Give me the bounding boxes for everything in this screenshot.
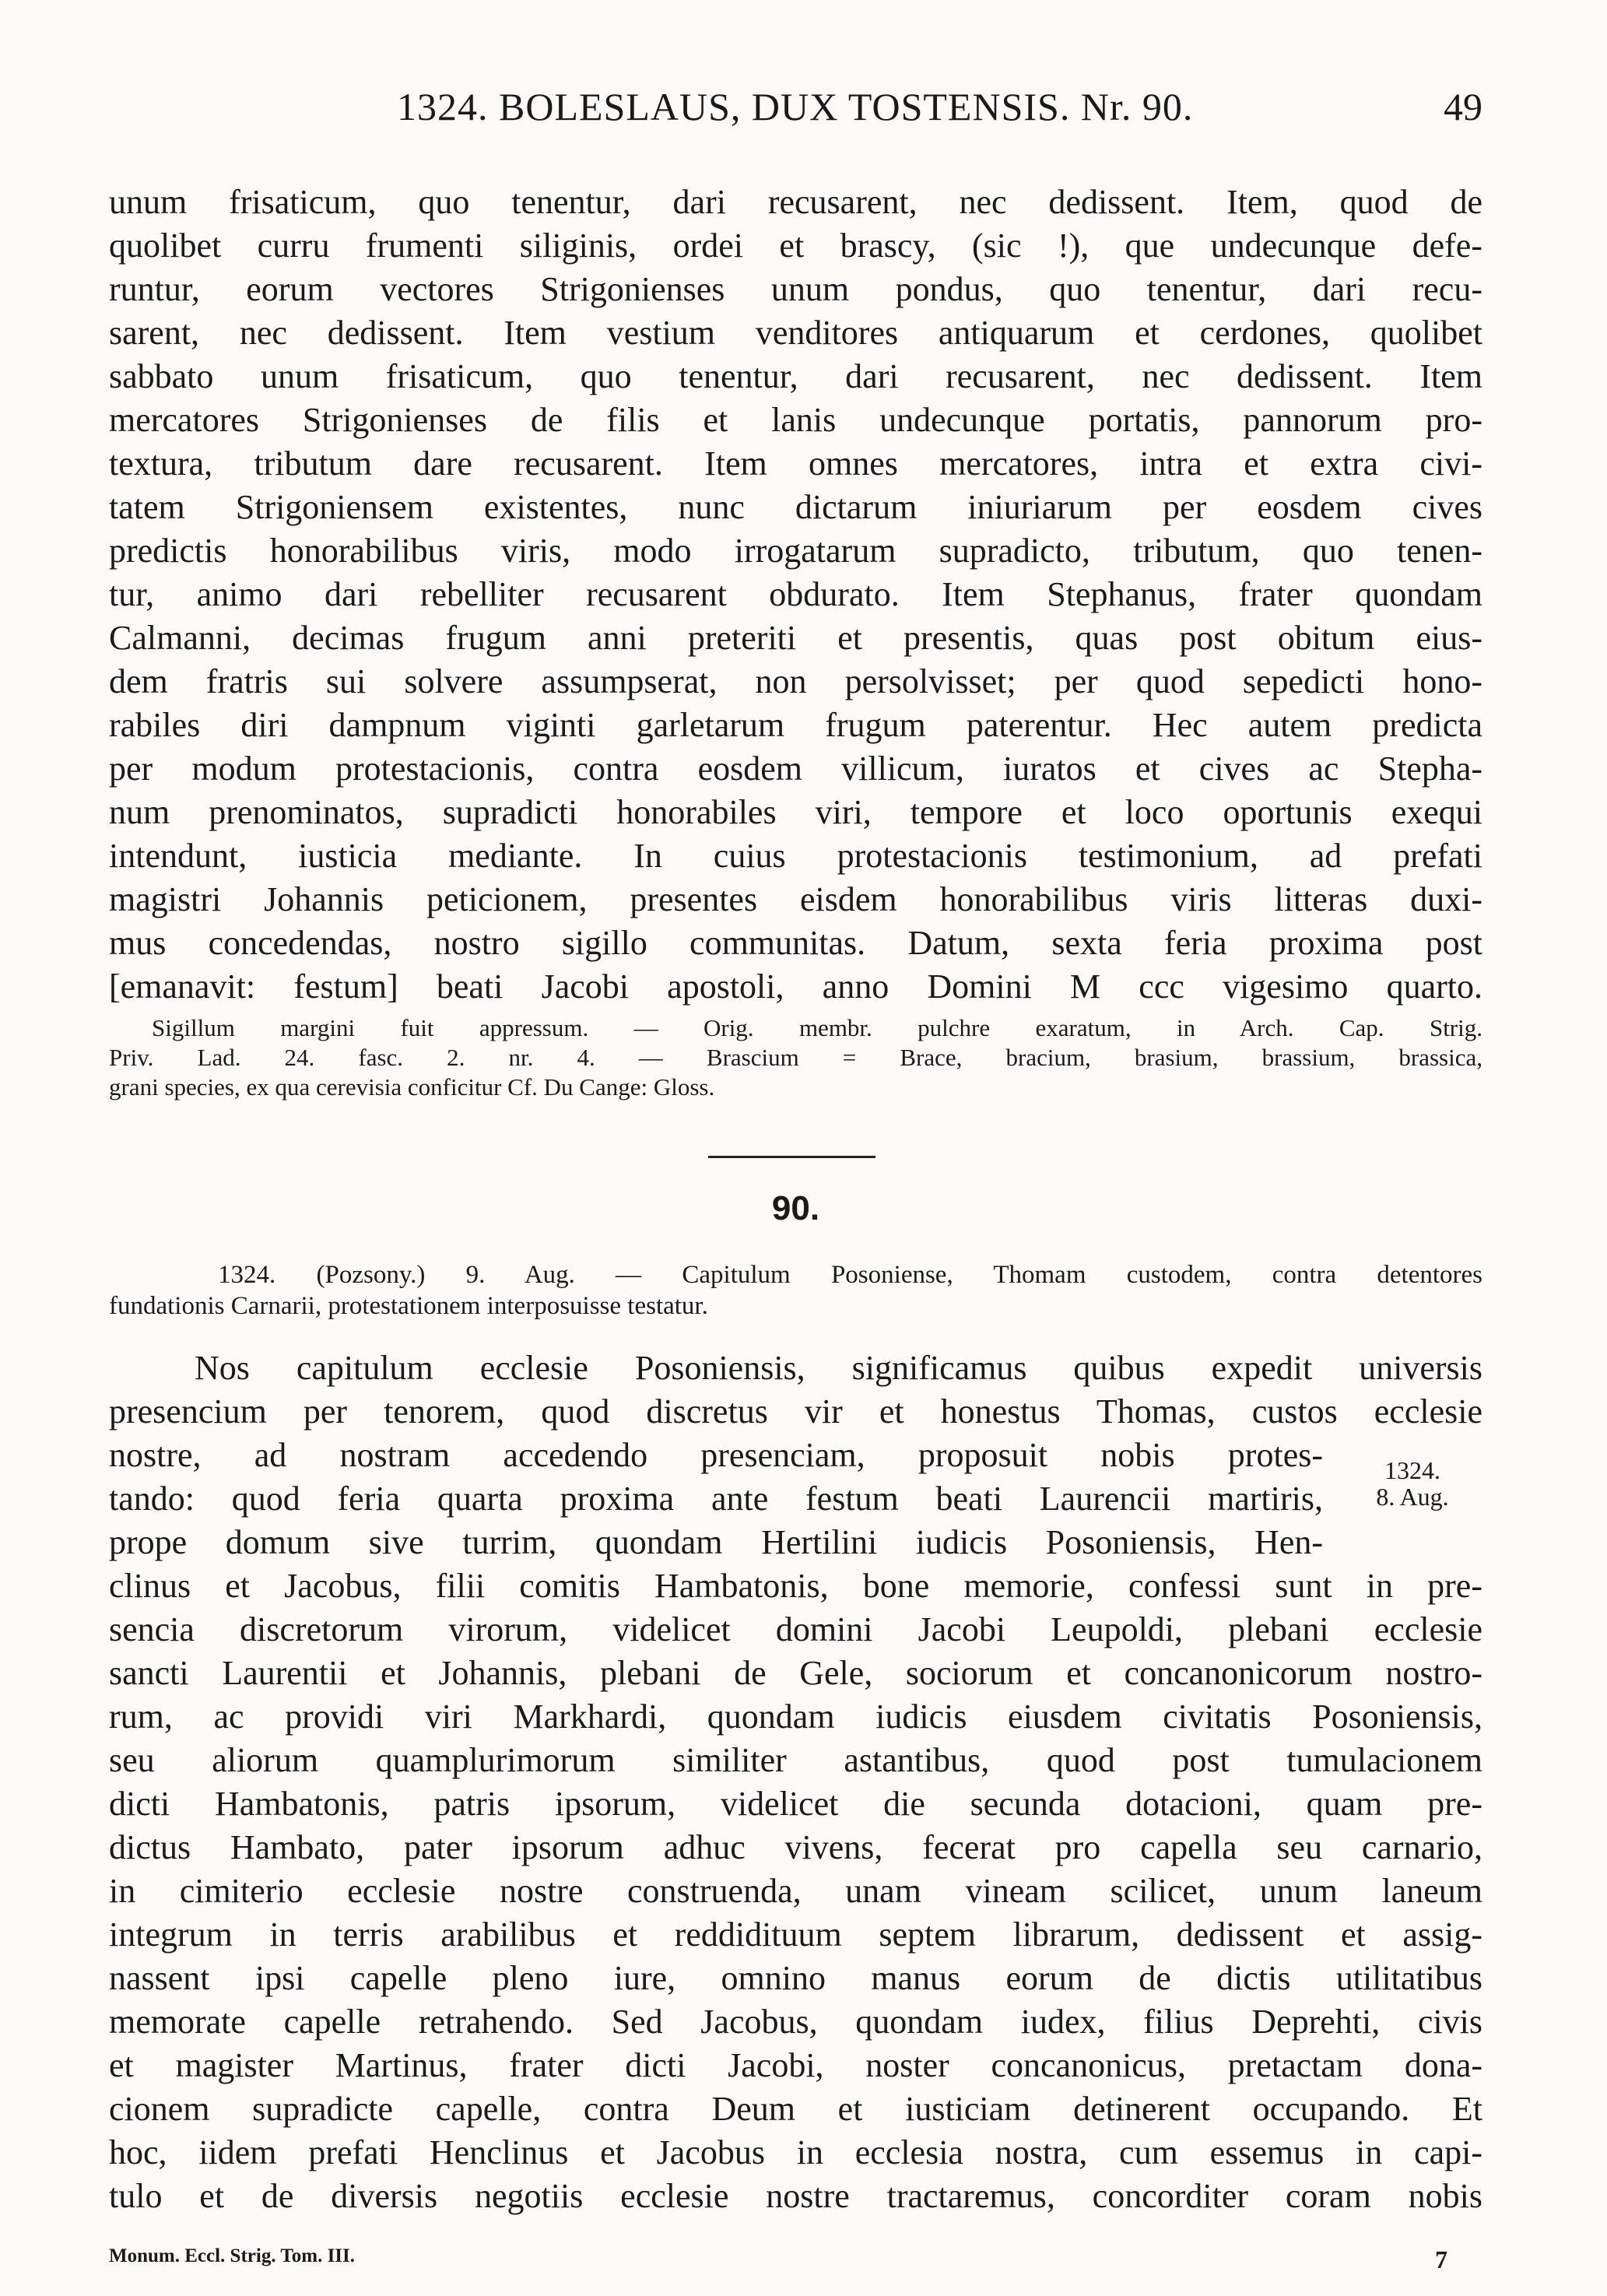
text-line: tando: quod feria quarta proxima ante festum beati Laurencii martiris, [109,1480,1323,1518]
text-line: prope domum sive turrim, quondam Hertilini iudicis Posoniensis, Hen- [109,1523,1323,1561]
editorial-note [109,1013,1482,1102]
text-line: magistri Johannis peticionem, presentes eisdem honorabilibus viris litteras duxi- [109,880,1482,918]
footer-source: Monum. Eccl. Strig. Tom. III. [109,2245,356,2266]
regest [109,1259,1482,1322]
running-head-title: 1324. BOLESLAUS, DUX TOSTENSIS. Nr. 90. [397,85,1194,128]
text-line: seu aliorum quamplurimorum similiter astantibus, quod post tumulacionem [109,1741,1482,1779]
text-line: in cimiterio ecclesie nostre construenda, unam vineam scilicet, unum laneum [109,1872,1482,1910]
text-line: sencia discretorum virorum, videlicet domini Jacobi Leupoldi, plebani ecclesie [109,1610,1482,1648]
text-line: sarent, nec dedissent. Item vestium venditores antiquarum et cerdones, quolibet [109,314,1482,352]
text-line: runtur, eorum vectores Strigonienses unum pondus, quo tenentur, dari recu- [109,270,1482,308]
text-line: cionem supradicte capelle, contra Deum et iusticiam detinerent occupando. Et [109,2090,1482,2128]
text-line: tur, animo dari rebelliter recusarent obdurato. Item Stephanus, frater quondam [109,575,1482,613]
text-line: sabbato unum frisaticum, quo tenentur, dari recusarent, nec dedissent. Item [109,357,1482,395]
text-line: textura, tributum dare recusarent. Item omnes mercatores, intra et extra civi- [109,444,1482,483]
text-line: rum, ac providi viri Markhardi, quondam iudicis eiusdem civitatis Posoniensis, [109,1697,1482,1736]
text-line: intendunt, iusticia mediante. In cuius protestacionis testimonium, ad prefati [109,837,1482,875]
section-divider [708,1156,875,1158]
running-head [109,84,1482,146]
note-line: Priv. Lad. 24. fasc. 2. nr. 4. — Brascium = Brace, bracium, brasium, brassium, brassica, [109,1044,1482,1071]
text-line: sancti Laurentii et Johannis, plebani de Gele, sociorum et concanonicorum nostro- [109,1654,1482,1692]
page-number: 49 [1444,85,1482,128]
margin-date-day: 8. Aug. [1376,1483,1449,1511]
main-text [109,1346,1482,2218]
page-footer [109,2245,1482,2277]
text-line: presencium per tenorem, quod discretus vir et honestus Thomas, custos ecclesie [109,1392,1482,1431]
text-line: tatem Strigoniensem existentes, nunc dictarum iniuriarum per eosdem cives [109,488,1482,526]
text-line: tulo et de diversis negotiis ecclesie nostre tractaremus, concorditer coram nobis [109,2177,1482,2215]
text-line: mus concedendas, nostro sigillo communitas. Datum, sexta feria proxima post [109,924,1482,962]
text-line: quolibet curru frumenti siliginis, ordei et brascy, (sic !), que undecunque defe- [109,226,1482,265]
margin-date [1354,1457,1471,1510]
text-line: Calmanni, decimas frugum anni preteriti et presentis, quas post obitum eius- [109,619,1482,657]
text-line: clinus et Jacobus, filii comitis Hambatonis, bone memorie, confessi sunt in pre- [109,1567,1482,1605]
text-line: memorate capelle retrahendo. Sed Jacobus, quondam iudex, filius Deprehti, civis [109,2003,1482,2041]
text-line: dicti Hambatonis, patris ipsorum, videlicet die secunda dotacioni, quam pre- [109,1785,1482,1823]
continued-text [109,181,1482,1009]
text-line: predictis honorabilibus viris, modo irrogatarum supradicto, tributum, quo tenen- [109,532,1482,570]
text-line: num prenominatos, supradicti honorabiles viri, tempore et loco oportunis exequi [109,793,1482,831]
regest-line: 1324. (Pozsony.) 9. Aug. — Capitulum Posoniense, Thomam custodem, contra detentores [218,1261,1482,1289]
text-line: dictus Hambato, pater ipsorum adhuc vivens, fecerat pro capella seu carnario, [109,1828,1482,1866]
note-line: Sigillum margini fuit appressum. — Orig. membr. pulchre exaratum, in Arch. Cap. Strig. [152,1014,1482,1041]
text-line: dem fratris sui solvere assumpserat, non persolvisset; per quod sepedicti hono- [109,662,1482,700]
note-line: grani species, ex qua cerevisia conficitur Cf. Du Cange: Gloss. [109,1073,715,1101]
signature-mark: 7 [1435,2245,1447,2273]
text-line: per modum protestacionis, contra eosdem villicum, iuratos et cives ac Stepha- [109,750,1482,788]
text-line: nassent ipsi capelle pleno iure, omnino manus eorum de dictis utilitatibus [109,1959,1482,1997]
text-line: integrum in terris arabilibus et reddidituum septem librarum, dedissent et assig- [109,1915,1482,1954]
text-line: [emanavit: festum] beati Jacobi apostoli, anno Domini M ccc vigesimo quarto. [109,967,1482,1006]
regest-line: fundationis Carnarii, protestationem interposuisse testatur. [109,1292,708,1320]
text-line: mercatores Strigonienses de filis et lanis undecunque portatis, pannorum pro- [109,401,1482,439]
text-line: unum frisaticum, quo tenentur, dari recusarent, nec dedissent. Item, quod de [109,183,1482,221]
margin-date-year: 1324. [1384,1456,1440,1484]
document-number: 90. [771,1189,820,1227]
text-line: Nos capitulum ecclesie Posoniensis, significamus quibus expedit universis [195,1349,1482,1387]
text-line: et magister Martinus, frater dicti Jacobi, noster concanonicus, pretactam dona- [109,2046,1482,2084]
text-line: rabiles diri dampnum viginti garletarum frugum paterentur. Hec autem predicta [109,706,1482,744]
text-line: nostre, ad nostram accedendo presenciam, proposuit nobis protes- [109,1436,1323,1474]
text-line: hoc, iidem prefati Henclinus et Jacobus in ecclesia nostra, cum essemus in capi- [109,2133,1482,2171]
document-page [109,0,1482,2296]
